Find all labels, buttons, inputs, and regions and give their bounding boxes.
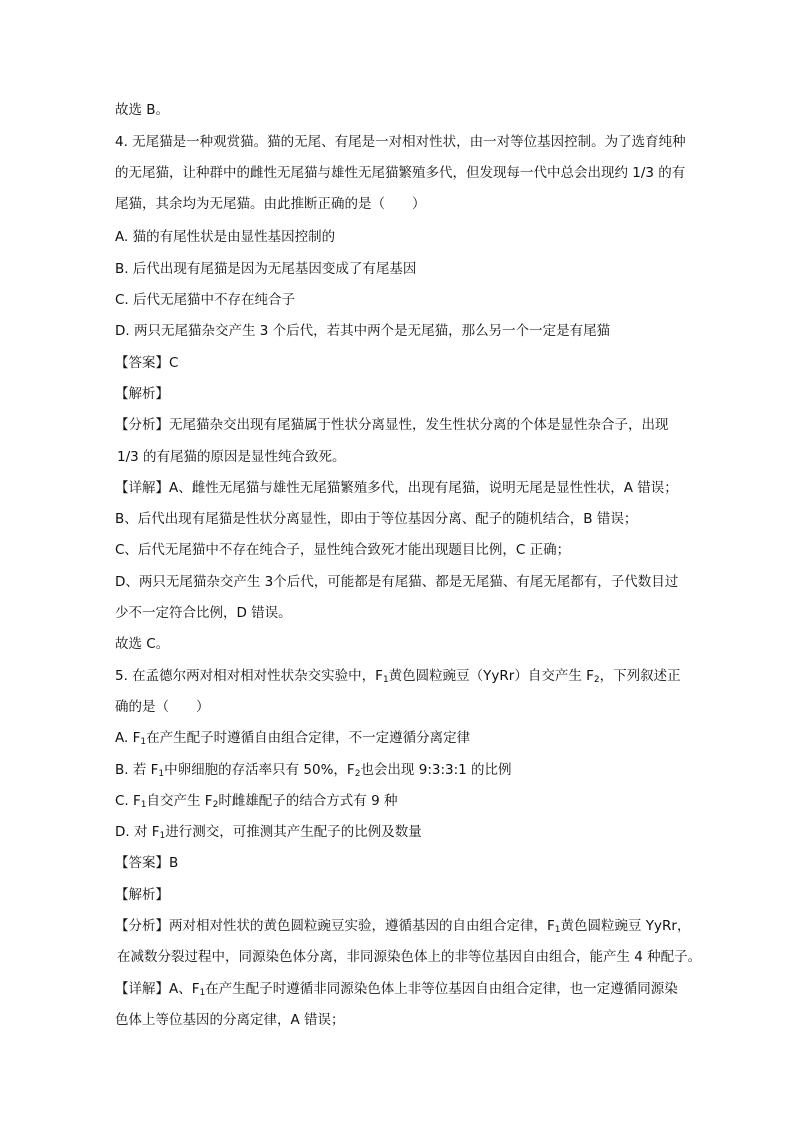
question-4-detail-a: 【详解】A、雌性无尾猫与雄性无尾猫繁殖多代，出现有尾猫，说明无尾是显性性状，A 错误； xyxy=(115,480,678,496)
question-5-analysis-line-1: 【分析】两对相对性状的黄色圆粒豌豆实验，遵循基因的自由组合定律，$F_1$黄色圆粒豌豆 YyRr， xyxy=(115,918,691,935)
answer-conclusion-q3: 故选 B。 xyxy=(115,102,170,118)
answer-conclusion-q4: 故选 C。 xyxy=(115,636,170,652)
question-5-stem-line-1: 5. 在孟德尔两对相对相对性状杂交实验中，$F_1$黄色圆粒豌豆（YyRr）自交产生 $F_2$，下列叙述正 xyxy=(115,668,681,685)
question-4-analysis-line-2: 1/3 的有尾猫的原因是显性纯合致死。 xyxy=(117,449,346,465)
question-4-detail-d-line-1: D、两只无尾猫杂交产生 3个后代，可能都是有尾猫、都是无尾猫、有尾无尾都有，子代数目过 xyxy=(115,574,679,590)
question-5-answer: 【答案】B xyxy=(115,855,179,871)
question-5-detail-a-line-1: 【详解】A、$F_1$在产生配子时遵循非同源染色体上非等位基因自由组合定律，也一定遵循同源染 xyxy=(115,981,678,998)
question-4-detail-d-line-2: 少不一定符合比例，D 错误。 xyxy=(115,605,292,621)
question-4-analysis-line-1: 【分析】无尾猫杂交出现有尾猫属于性状分离显性，发生性状分离的个体是显性杂合子，出现 xyxy=(115,417,669,433)
question-5-detail-a-line-2: 色体上等位基因的分离定律，A 错误； xyxy=(115,1012,345,1028)
question-4-explanation-heading: 【解析】 xyxy=(115,386,169,402)
question-4-option-d: D. 两只无尾猫杂交产生 3 个后代，若其中两个是无尾猫，那么另一个一定是有尾猫 xyxy=(115,323,611,339)
question-4-option-c: C. 后代无尾猫中不存在纯合子 xyxy=(115,292,296,308)
question-4-option-b: B. 后代出现有尾猫是因为无尾基因变成了有尾基因 xyxy=(115,261,417,277)
question-4-option-a: A. 猫的有尾性状是由显性基因控制的 xyxy=(115,229,336,245)
question-5-explanation-heading: 【解析】 xyxy=(115,887,169,903)
question-5-option-c: C. $F_1$自交产生 $F_2$时雌雄配子的结合方式有 9 种 xyxy=(115,793,398,810)
question-5-analysis-line-2: 在减数分裂过程中，同源染色体分离，非同源染色体上的非等位基因自由组合，能产生 4 种配子。 xyxy=(117,949,702,965)
question-4-detail-b: B、后代出现有尾猫是性状分离显性，即由于等位基因分离、配子的随机结合，B 错误； xyxy=(115,511,638,527)
question-5-option-b: B. 若 $F_1$中卵细胞的存活率只有 50%，$F_2$也会出现 9:3:3:1 的比例 xyxy=(115,762,512,779)
question-4-detail-c: C、后代无尾猫中不存在纯合子，显性纯合致死才能出现题目比例，C 正确； xyxy=(115,542,571,558)
question-4-stem-line-2: 的无尾猫，让种群中的雌性无尾猫与雄性无尾猫繁殖多代，但发现每一代中总会出现约 1/3 的有 xyxy=(115,165,686,181)
question-4-stem-line-3: 尾猫，其余均为无尾猫。由此推断正确的是（ ） xyxy=(115,196,426,212)
question-4-answer: 【答案】C xyxy=(115,355,179,371)
question-5-option-d: D. 对 $F_1$进行测交，可推测其产生配子的比例及数量 xyxy=(115,824,422,841)
question-4-stem-line-1: 4. 无尾猫是一种观赏猫。猫的无尾、有尾是一对相对性状，由一对等位基因控制。为了选育纯种 xyxy=(115,134,686,150)
question-5-option-a: A. $F_1$在产生配子时遵循自由组合定律，不一定遵循分离定律 xyxy=(115,730,471,747)
question-5-stem-line-2: 确的是（ ） xyxy=(115,699,210,715)
